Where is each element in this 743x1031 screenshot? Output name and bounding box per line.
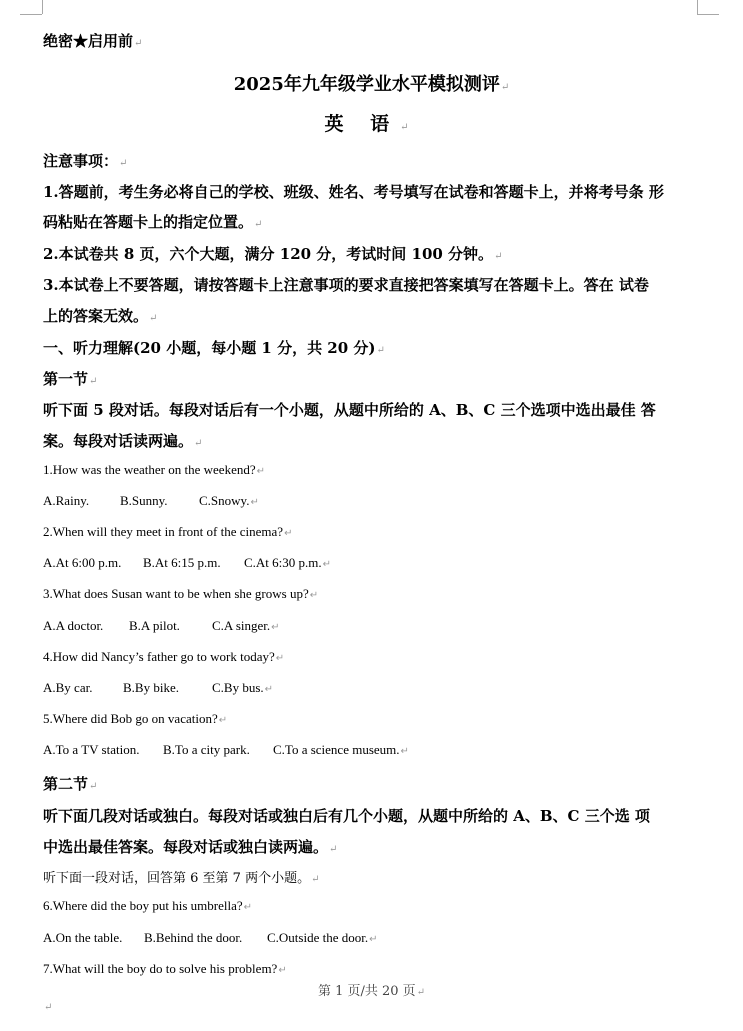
option-a: A.To a TV station. [43,742,140,757]
crop-mark-top-left-vertical [42,0,43,14]
section-2-title: 第二节↵ [43,775,98,793]
question-6-options: A.On the table. B.Behind the door. C.Outside the door.↵ [43,930,378,945]
question-2-options: A.At 6:00 p.m. B.At 6:15 p.m. C.At 6:30 p.m.↵ [43,555,332,570]
option-c: C.Snowy. [199,493,250,508]
section-2-sub-instruction: 听下面一段对话，回答第 6 至第 7 两个小题。↵ [43,871,320,886]
question-3-options: A.A doctor. B.A pilot. C.A singer.↵ [43,618,280,633]
trailing-paragraph-mark: ↵ [44,1002,53,1013]
option-c: C.To a science museum. [273,742,400,757]
question-5-options: A.To a TV station. B.To a city park. C.To a science museum.↵ [43,742,409,757]
option-a: A.At 6:00 p.m. [43,555,122,570]
option-c: C.At 6:30 p.m. [244,555,322,570]
notice-item-1-line-1: 1.答题前，考生务必将自己的学校、班级、姓名、考号填写在试卷和答题卡上，并将考号条 形 [43,183,664,201]
part-1-heading: 一、听力理解(20 小题，每小题 1 分，共 20 分)↵ [43,339,385,357]
option-a: A.Rainy. [43,493,90,508]
option-c: C.A singer. [212,618,271,633]
question-4-options: A.By car. B.By bike. C.By bus.↵ [43,680,274,695]
option-c: C.Outside the door. [267,930,369,945]
confidential-label: 绝密★启用前↵ [43,32,143,50]
section-1-instruction-line-2: 案。每段对话读两遍。↵ [43,432,203,450]
notice-item-3-line-2: 上的答案无效。↵ [43,307,158,325]
question-4: 4.How did Nancy’s father go to work today?↵ [43,649,285,664]
notice-item-2: 2.本试卷共 8 页，六个大题，满分 120 分，考试时间 100 分钟。↵ [43,245,503,263]
exam-title: 2025年九年级学业水平模拟测评↵ [233,74,510,95]
section-2-instruction-line-2: 中选出最佳答案。每段对话或独白读两遍。↵ [43,838,338,856]
option-a: A.By car. [43,680,93,695]
crop-mark-top-right-vertical [697,0,698,14]
option-c: C.By bus. [212,680,264,695]
question-3: 3.What does Susan want to be when she grows up?↵ [43,586,319,601]
section-2-instruction-line-1: 听下面几段对话或独白。每段对话或独白后有几个小题，从题中所给的 A、B、C 三个选 项 [43,807,650,825]
section-1-title: 第一节↵ [43,370,98,388]
option-b: B.A pilot. [129,618,180,633]
section-1-instruction-line-1: 听下面 5 段对话。每段对话后有一个小题，从题中所给的 A、B、C 三个选项中选出最佳 答 [43,401,656,419]
question-2: 2.When will they meet in front of the cinema?↵ [43,524,293,539]
notice-item-3-line-1: 3.本试卷上不要答题，请按答题卡上注意事项的要求直接把答案填写在答题卡上。答在 试卷 [43,276,649,294]
option-b: B.At 6:15 p.m. [143,555,221,570]
option-a: A.On the table. [43,930,123,945]
option-b: B.Behind the door. [144,930,243,945]
option-b: B.To a city park. [163,742,250,757]
option-a: A.A doctor. [43,618,104,633]
notice-item-1-line-2: 码粘贴在答题卡上的指定位置。↵ [43,213,263,231]
page-footer: 第 1 页/共 20 页↵ [317,984,426,999]
option-b: B.Sunny. [120,493,168,508]
subject-title: 英 语↵ [324,113,419,135]
question-1: 1.How was the weather on the weekend?↵ [43,462,266,477]
question-1-options: A.Rainy. B.Sunny. C.Snowy.↵ [43,493,259,508]
question-7: 7.What will the boy do to solve his problem?↵ [43,961,287,976]
notice-heading: 注意事项：↵ [43,152,128,170]
crop-mark-top-right-horizontal [697,14,719,15]
option-b: B.By bike. [123,680,179,695]
crop-mark-top-left-horizontal [20,14,42,15]
question-6: 6.Where did the boy put his umbrella?↵ [43,898,253,913]
question-5: 5.Where did Bob go on vacation?↵ [43,711,228,726]
